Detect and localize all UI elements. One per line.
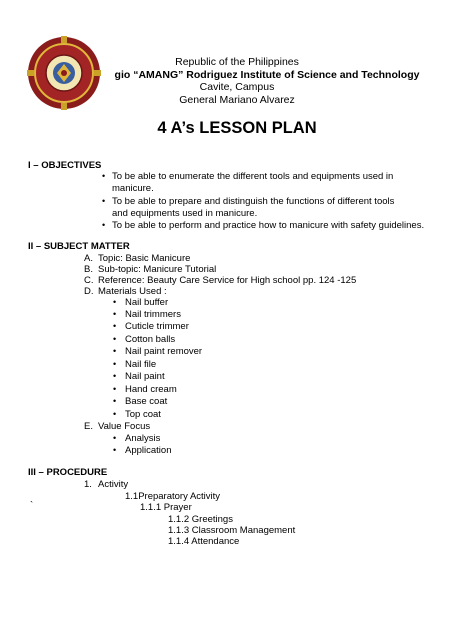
procedure-substep: 1.1.3 Classroom Management (168, 525, 296, 536)
list-letter: B. (84, 264, 93, 275)
value-item: Analysis (125, 433, 161, 444)
list-letter: E. (84, 421, 93, 432)
header-campus: Cavite, Campus (199, 81, 275, 93)
material-item: Nail buffer (125, 297, 169, 308)
subject-topic: Topic: Basic Manicure (98, 253, 191, 264)
subject-materials-label: Materials Used : (98, 286, 167, 297)
objective-bullet: • (102, 196, 106, 206)
list-letter: C. (84, 275, 94, 286)
procedure-heading: III – PROCEDURE (28, 467, 108, 478)
material-bullet: • (113, 396, 117, 406)
objective-bullet: • (102, 220, 106, 230)
procedure-preparatory: 1.1Preparatory Activity (125, 491, 221, 502)
material-bullet: • (113, 359, 117, 369)
stray-mark: ` (30, 500, 34, 511)
procedure-activity: Activity (98, 479, 129, 490)
list-letter: A. (84, 253, 93, 264)
material-item: Cotton balls (125, 334, 176, 345)
material-item: Base coat (125, 396, 168, 407)
material-bullet: • (113, 409, 117, 419)
objectives-heading: I – OBJECTIVES (28, 160, 102, 171)
material-bullet: • (113, 297, 117, 307)
material-bullet: • (113, 309, 117, 319)
procedure-substep: 1.1.4 Attendance (168, 536, 240, 547)
material-item: Top coat (125, 409, 161, 420)
subject-subtopic: Sub-topic: Manicure Tutorial (98, 264, 217, 275)
objective-item: To be able to perform and practice how to manicure with safety guidelines. (112, 220, 425, 231)
objective-item: To be able to prepare and distinguish the functions of different tools and equipments used in manicure. (112, 196, 395, 219)
value-focus-label: Value Focus (98, 421, 151, 432)
material-bullet: • (113, 371, 117, 381)
subject-matter-heading: II – SUBJECT MATTER (28, 241, 130, 252)
material-item: Nail file (125, 359, 157, 370)
value-bullet: • (113, 433, 117, 443)
material-item: Nail paint remover (125, 346, 203, 357)
document-title: 4 A’s LESSON PLAN (157, 119, 317, 137)
header-institution: gio “AMANG” Rodriguez Institute of Science and Technology (114, 68, 420, 81)
material-bullet: • (113, 334, 117, 344)
procedure-substep: 1.1.2 Greetings (168, 514, 233, 525)
material-bullet: • (113, 321, 117, 331)
list-letter: D. (84, 286, 94, 297)
material-item: Nail trimmers (125, 309, 181, 320)
header-country: Republic of the Philippines (175, 56, 299, 68)
value-item: Application (125, 445, 172, 456)
subject-reference: Reference: Beauty Care Service for High school pp. 124 -125 (98, 275, 357, 286)
material-item: Hand cream (125, 384, 177, 395)
header-location: General Mariano Alvarez (179, 93, 295, 106)
procedure-number: 1. (84, 479, 92, 490)
value-bullet: • (113, 445, 117, 455)
material-item: Nail paint (125, 371, 165, 382)
procedure-prayer: 1.1.1 Prayer (140, 502, 192, 513)
material-bullet: • (113, 384, 117, 394)
objective-item: To be able to enumerate the different tools and equipments used in manicure. (112, 171, 394, 194)
objective-bullet: • (102, 171, 106, 181)
material-bullet: • (113, 346, 117, 356)
school-header (0, 56, 474, 106)
material-item: Cuticle trimmer (125, 321, 189, 332)
